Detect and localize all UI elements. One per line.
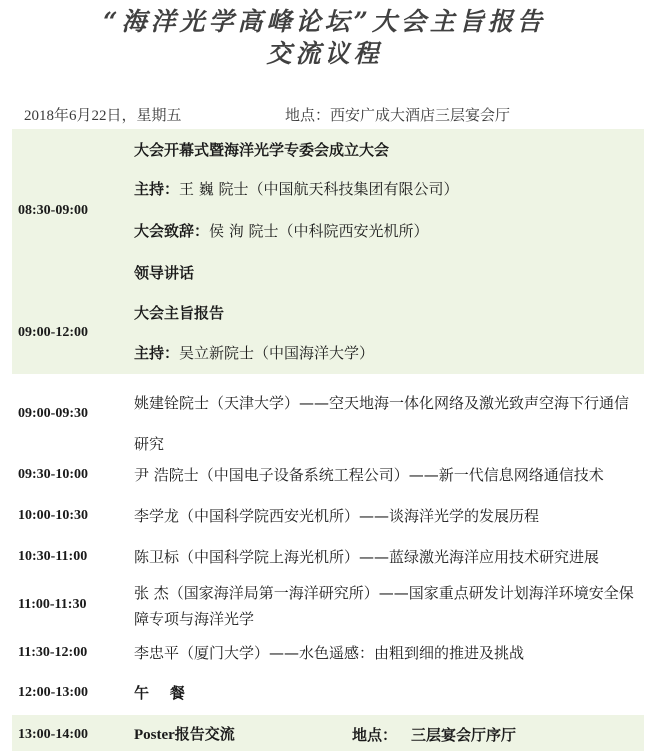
talk-text-5: 张 杰（国家海洋局第一海洋研究所）——国家重点研发计划海洋环境安全保障专项与海洋光学 <box>134 584 634 628</box>
talk-time-4: 10:30-11:00 <box>18 549 88 564</box>
keynote-host <box>134 342 374 364</box>
lunch-time: 12:00-13:00 <box>18 685 88 700</box>
talk-time-2: 09:30-10:00 <box>18 467 88 482</box>
lunch-text: 午 餐 <box>134 684 185 702</box>
opening-keynote-block <box>12 129 644 374</box>
keynote-host-label: 主持： <box>134 344 180 362</box>
leader-speech: 领导讲话 <box>134 264 195 282</box>
opening-host <box>134 178 459 200</box>
page-title-line2: 交流议程 <box>266 39 383 68</box>
opening-speech <box>134 220 429 242</box>
opening-host-label: 主持： <box>134 180 180 198</box>
keynote-title: 大会主旨报告 <box>134 304 225 322</box>
keynote-time: 09:00-12:00 <box>18 325 88 340</box>
keynote-host-value: 吴立新院士（中国海洋大学） <box>179 344 375 362</box>
page-title-line1: “海洋光学高峰论坛”大会主旨报告 <box>103 7 546 36</box>
talk-text-4: 陈卫标（中国科学院上海光机所）——蓝绿激光海洋应用技术研究进展 <box>134 548 600 566</box>
poster-block <box>12 715 644 751</box>
event-date: 2018年6月22日，星期五 <box>24 108 182 124</box>
poster-time: 13:00-14:00 <box>18 727 88 742</box>
talk-time-5: 11:00-11:30 <box>18 597 87 612</box>
talk-time-1: 09:00-09:30 <box>18 406 88 421</box>
opening-time: 08:30-09:00 <box>18 203 88 218</box>
opening-speech-label: 大会致辞： <box>134 222 210 240</box>
talk-text-2: 尹 浩院士（中国电子设备系统工程公司）——新一代信息网络通信技术 <box>134 466 604 484</box>
poster-location <box>352 724 516 746</box>
opening-title: 大会开幕式暨海洋光学专委会成立大会 <box>134 141 390 159</box>
poster-text: Poster报告交流 <box>134 727 235 743</box>
poster-location-value: 三层宴会厅序厅 <box>411 726 517 744</box>
talk-text-6: 李忠平（厦门大学）——水色遥感：由粗到细的推进及挑战 <box>134 644 525 662</box>
event-location: 地点：西安广成大酒店三层宴会厅 <box>285 108 511 124</box>
opening-speech-value: 侯 洵 院士（中科院西安光机所） <box>209 222 429 240</box>
poster-location-label: 地点： <box>352 726 398 744</box>
talk-time-3: 10:00-10:30 <box>18 508 88 523</box>
talk-time-6: 11:30-12:00 <box>18 645 88 660</box>
talk-text-3: 李学龙（中国科学院西安光机所）——谈海洋光学的发展历程 <box>134 507 540 525</box>
opening-host-value: 王 巍 院士（中国航天科技集团有限公司） <box>179 180 459 198</box>
talk-text-1: 姚建铨院士（天津大学）——空天地海一体化网络及激光致声空海下行通信研究 <box>134 394 630 453</box>
